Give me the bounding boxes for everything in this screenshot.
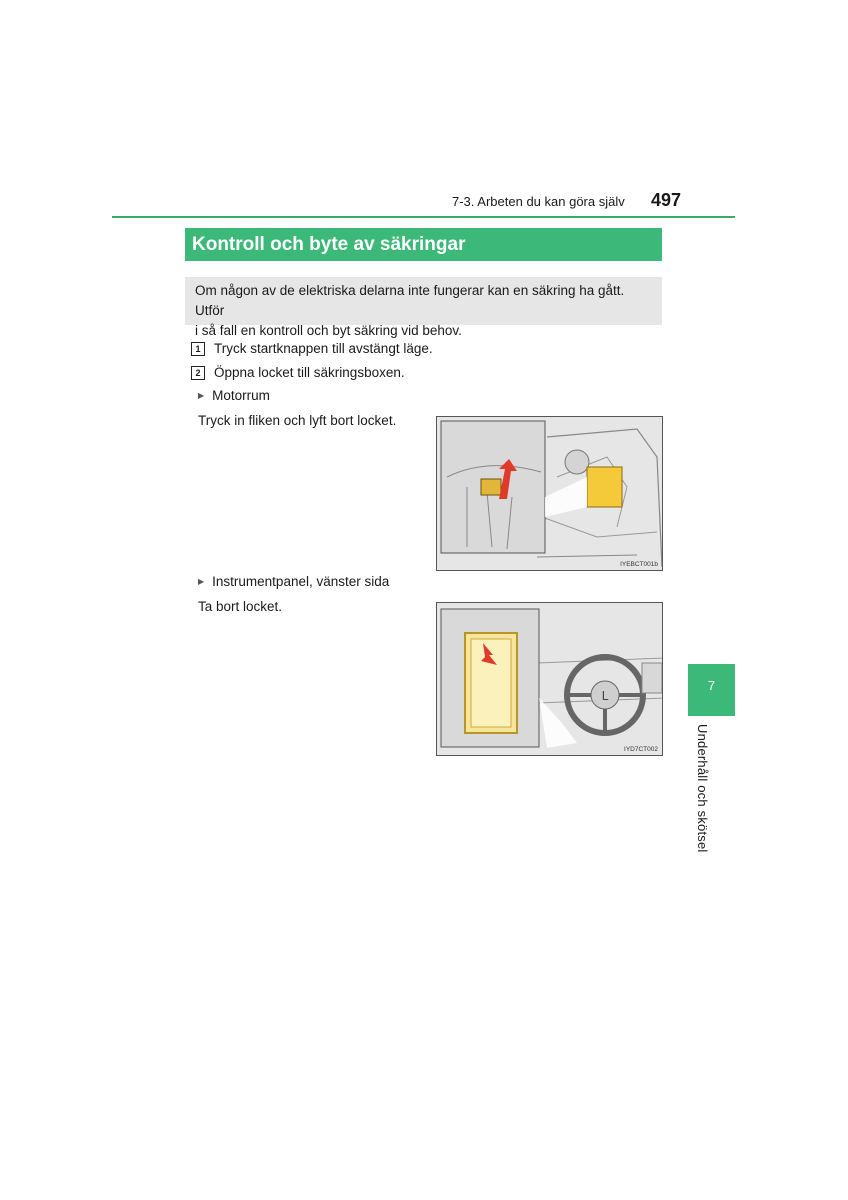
step-number-badge: 2 [191,366,205,380]
step-text: Öppna locket till säkringsboxen. [214,365,405,380]
header-rule [112,216,735,218]
triangle-bullet-icon: ▶ [198,577,205,586]
page-number: 497 [651,190,682,210]
triangle-bullet-icon: ▶ [198,391,205,400]
engine-fuse-box-illustration [437,417,663,571]
subsection-engine-room [198,388,270,403]
chapter-number: 7 [707,678,716,693]
svg-text:L: L [601,689,609,703]
subsection-label: Instrumentpanel, vänster sida [212,574,390,589]
chapter-tab [688,664,735,716]
intro-line-1: Om någon av de elektriska delarna inte fungerar kan en säkring ha gått. Utför [195,283,625,318]
instruction-instrument-panel: Ta bort locket. [198,599,283,614]
figure-code: IYEBCT001b [620,561,658,568]
chapter-title: Underhåll och skötsel [695,724,710,853]
instruction-engine-room: Tryck in fliken och lyft bort locket. [198,413,397,428]
subsection-label: Motorrum [212,388,270,403]
step-1 [191,341,433,356]
step-text: Tryck startknappen till avstängt läge. [214,341,433,356]
engine-room-figure [436,416,663,571]
subsection-instrument-panel [198,574,389,589]
step-number-badge: 1 [191,342,205,356]
figure-code: IYD7CT002 [624,746,658,753]
intro-line-2: i så fall en kontroll och byt säkring vid behov. [195,323,462,338]
intro-box [185,277,662,338]
page-title: Kontroll och byte av säkringar [185,228,662,261]
dashboard-fuse-box-illustration [437,603,663,756]
instrument-panel-figure [436,602,663,756]
section-header: 7-3. Arbeten du kan göra själv [452,194,625,209]
step-2 [191,365,405,380]
